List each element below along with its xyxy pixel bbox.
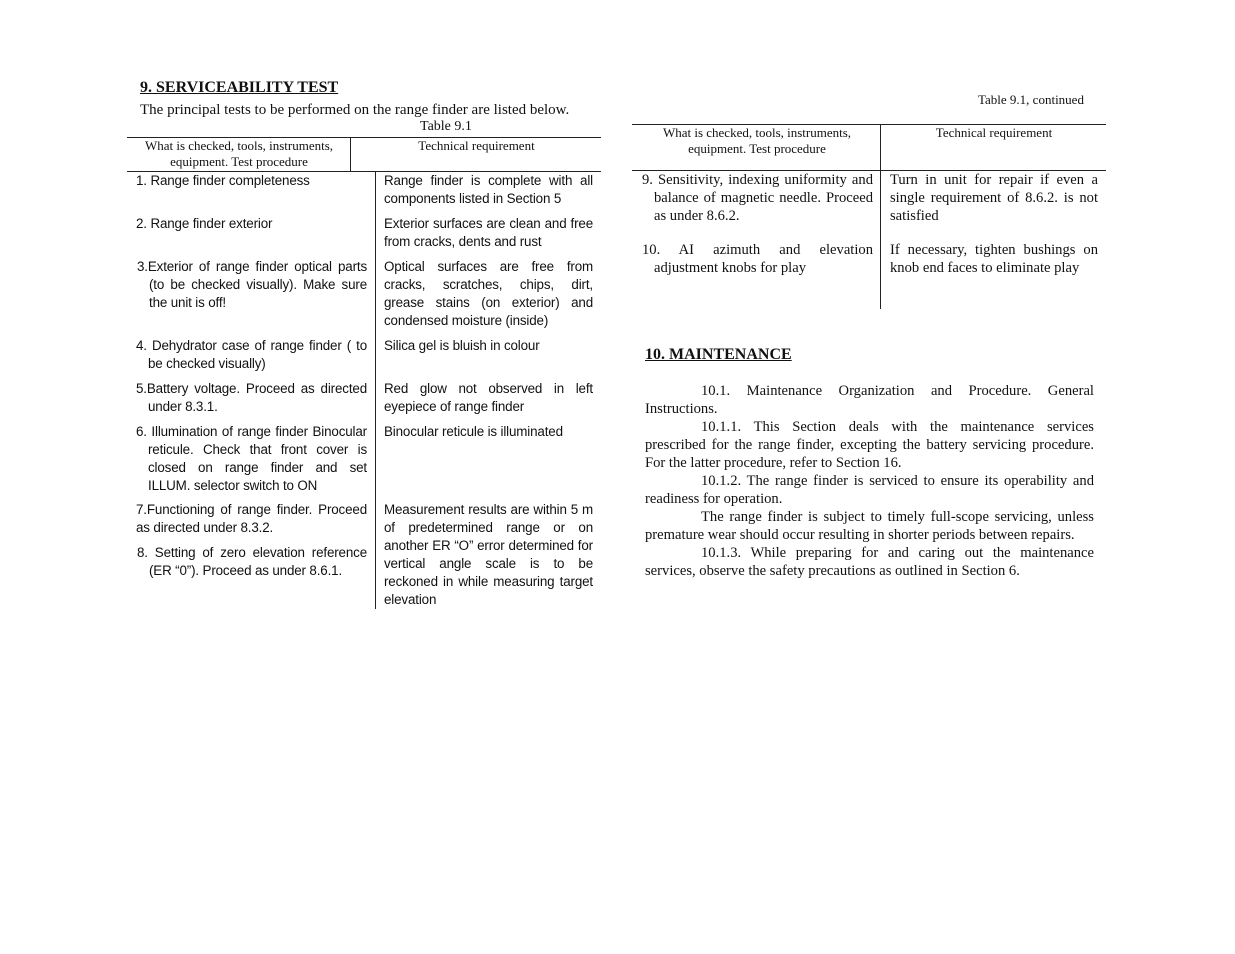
table-row-requirement: Optical surfaces are free from cracks, scratches, chips, dirt, grease stains (on exterior) and condensed moisture (inside) <box>384 259 593 328</box>
table-row-requirement: Range finder is complete with all components listed in Section 5 <box>384 173 593 206</box>
table-body-divider <box>375 171 376 609</box>
table-header-requirement: Technical requirement <box>935 125 1053 140</box>
maintenance-body <box>645 382 1094 580</box>
table-caption: Table 9.1 <box>420 119 472 134</box>
table-row-check: 1. Range finder completeness <box>136 173 310 188</box>
table-row-check: 9. Sensitivity, indexing uniformity and balance of magnetic needle. Proceed as under 8.6.2. <box>642 172 873 224</box>
table-row-requirement: Silica gel is bluish in colour <box>384 338 540 353</box>
section-title-serviceability: 9. SERVICEABILITY TEST <box>140 79 339 96</box>
table-row-check: 3.Exterior of range finder optical parts (to be checked visually). Make sure the unit is off! <box>137 259 367 310</box>
table-header-check: What is checked, tools, instruments, equipment. Test procedure <box>662 125 852 156</box>
paragraph: 10.1.3. While preparing for and caring out the maintenance services, observe the safety precautions as outlined in Section 6. <box>645 545 1094 579</box>
table-row-requirement: Exterior surfaces are clean and free from cracks, dents and rust <box>384 216 593 249</box>
table-row-requirement: Red glow not observed in left eyepiece of range finder <box>384 381 593 414</box>
table-header-requirement: Technical requirement <box>418 138 535 153</box>
table-row-requirement: If necessary, tighten bushings on knob end faces to eliminate play <box>890 242 1098 276</box>
table-row-requirement: Turn in unit for repair if even a single requirement of 8.6.2. is not satisfied <box>890 172 1098 224</box>
table-row-requirement: Binocular reticule is illuminated <box>384 424 563 439</box>
intro-text: The principal tests to be performed on the range finder are listed below. <box>140 102 570 118</box>
table-header-divider <box>350 137 351 171</box>
table-divider <box>880 124 881 309</box>
paragraph: 10.1.2. The range finder is serviced to ensure its operability and readiness for operation. <box>645 473 1094 507</box>
table-row-check: 4. Dehydrator case of range finder ( to be checked visually) <box>136 338 367 371</box>
table-row-check: 6. Illumination of range finder Binocular reticule. Check that front cover is closed on range finder and set ILLUM. selector switch to ON <box>136 424 367 493</box>
table-row-check: 8. Setting of zero elevation reference (ER “0”). Proceed as under 8.6.1. <box>137 545 367 578</box>
table-row-check: 2. Range finder exterior <box>136 216 273 231</box>
table-continued-caption: Table 9.1, continued <box>978 92 1084 107</box>
paragraph: 10.1. Maintenance Organization and Procedure. General Instructions. <box>645 383 1094 417</box>
table-row-requirement: Measurement results are within 5 m of predetermined range or on another ER “O” error determined for vertical angle scale is to be reckoned in while measuring target elevation <box>384 502 593 607</box>
table-row-check: 7.Functioning of range finder. Proceed as directed under 8.3.2. <box>136 502 367 535</box>
table-row-check: 5.Battery voltage. Proceed as directed under 8.3.1. <box>136 381 367 414</box>
paragraph: 10.1.1. This Section deals with the maintenance services prescribed for the range finder, excepting the battery servicing procedure. For the latter procedure, refer to Section 16. <box>645 419 1094 471</box>
section-title-maintenance: 10. MAINTENANCE <box>645 346 792 363</box>
paragraph: The range finder is subject to timely full-scope servicing, unless premature wear should occur resulting in shorter periods between repairs. <box>645 509 1094 543</box>
table-header-check: What is checked, tools, instruments, equipment. Test procedure <box>144 138 334 169</box>
table-row-check: 10. AI azimuth and elevation adjustment knobs for play <box>642 242 873 276</box>
